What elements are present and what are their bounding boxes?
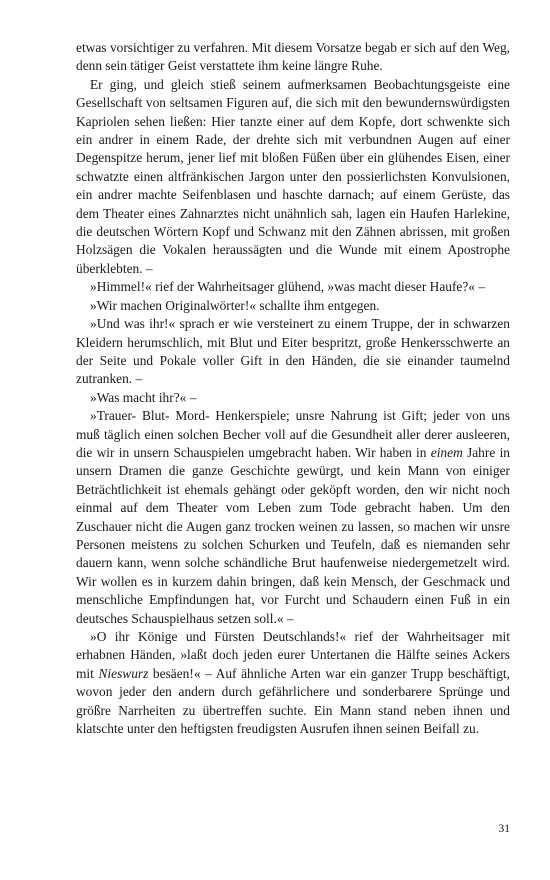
paragraph-figures: Er ging, und gleich stieß seinem aufmerksamen Beobachtungsgeiste eine Gesellschaft von seltsamen Figuren auf, die sich mit den bewundernswürdigsten Kapriolen sehen ließen: Hier tanzte einer auf dem Kopfe, dort schwenkte sich ein andrer in einem Rade, der drehte sich mit verbundnen Augen auf einer Degenspitze herum, jener lief mit bloßen Füßen über ein glühendes Eisen, einer schwatzte einen altfränkischen Jargon unter den possierlichsten Konvulsionen, ein andrer machte Seifenblasen und haschte darnach; auf einem Gerüste, das dem Theater eines Zahnarztes nicht unähnlich sah, lagen ein Haufen Harlekine, die deutschen Wörtern Kopf und Schwanz mit den Zähnen abrissen, mit großen Holzsägen die Vokalen heraussägten und die Wunde mit einem Apostrophe überklebten. –	[76, 76, 510, 276]
paragraph-und-was-ihr: »Und was ihr!« sprach er wie versteinert zu einem Truppe, der in schwarzen Kleidern herumschlich, mit Blut und Eiter bespritzt, große Henkersschwerte an der Seite und Pokale voller Gift in den Händen, die sie einander taumelnd zutranken. –	[76, 316, 510, 387]
paragraph-was-macht-ihr: »Was macht ihr?« –	[90, 389, 197, 405]
paragraph-originalwoerter: »Wir machen Originalwörter!« schallte ihm entgegen.	[90, 297, 380, 313]
text-block	[76, 39, 510, 738]
paragraph-continuation: etwas vorsichtiger zu verfahren. Mit diesem Vorsatze begab er sich auf den Weg, denn sein tätiger Geist verstattete ihm keine längre Ruhe.	[76, 40, 510, 74]
page-number: 31	[498, 823, 510, 835]
paragraph-trauerspiele: »Trauer- Blut- Mord- Henkerspiele; unsre Nahrung ist Gift; jeder von uns muß täglich einen solchen Becher voll auf die Gesundheit aller derer ausleeren, die wir in unsern Schauspielen umgebracht haben. Wir haben in einem Jahre in unsern Dramen die ganze Geschichte gewürgt, und kein Mann von einiger Beträchtlichkeit ist ehemals gehängt oder geköpft worden, den wir nicht noch einmal auf dem Theater vom Leben zum Tode gebracht haben. Um den Zuschauer nicht die Augen ganz trocken weinen zu lassen, so machen wir unsre Personen meistens zu solchen Schurken und Teufeln, daß es niemanden sehr dauern kann, wenn solche schändliche Brut haufenweise niedergemetzelt wird. Wir wollen es in kurzem dahin bringen, daß kein Mensch, der Geschmack und menschliche Empfindungen hat, vor Furcht und Schaudern einen Fuß in ein deutsches Schauspielhaus setzen soll.« –	[76, 408, 510, 626]
paragraph-himmel: »Himmel!« rief der Wahrheitsager glühend, »was macht dieser Haufe?« –	[90, 279, 486, 295]
paragraph-koenige: »O ihr Könige und Fürsten Deutschlands!« rief der Wahrheitsager mit erhabnen Händen, »laßt doch jeden eurer Untertanen die Hälfte seines Ackers mit Nieswurz besäen!« – Auf ähnliche Arten war ein ganzer Trupp beschäftigt, wovon jeder den andern durch gefährlichere und sonderbarere Sprünge und größre Narrheiten zu übertreffen suchte. Ein Mann stand neben ihnen und klatschte unter den heftigsten freudigsten Ausrufen ihnen seinen Beifall zu.	[76, 629, 510, 737]
